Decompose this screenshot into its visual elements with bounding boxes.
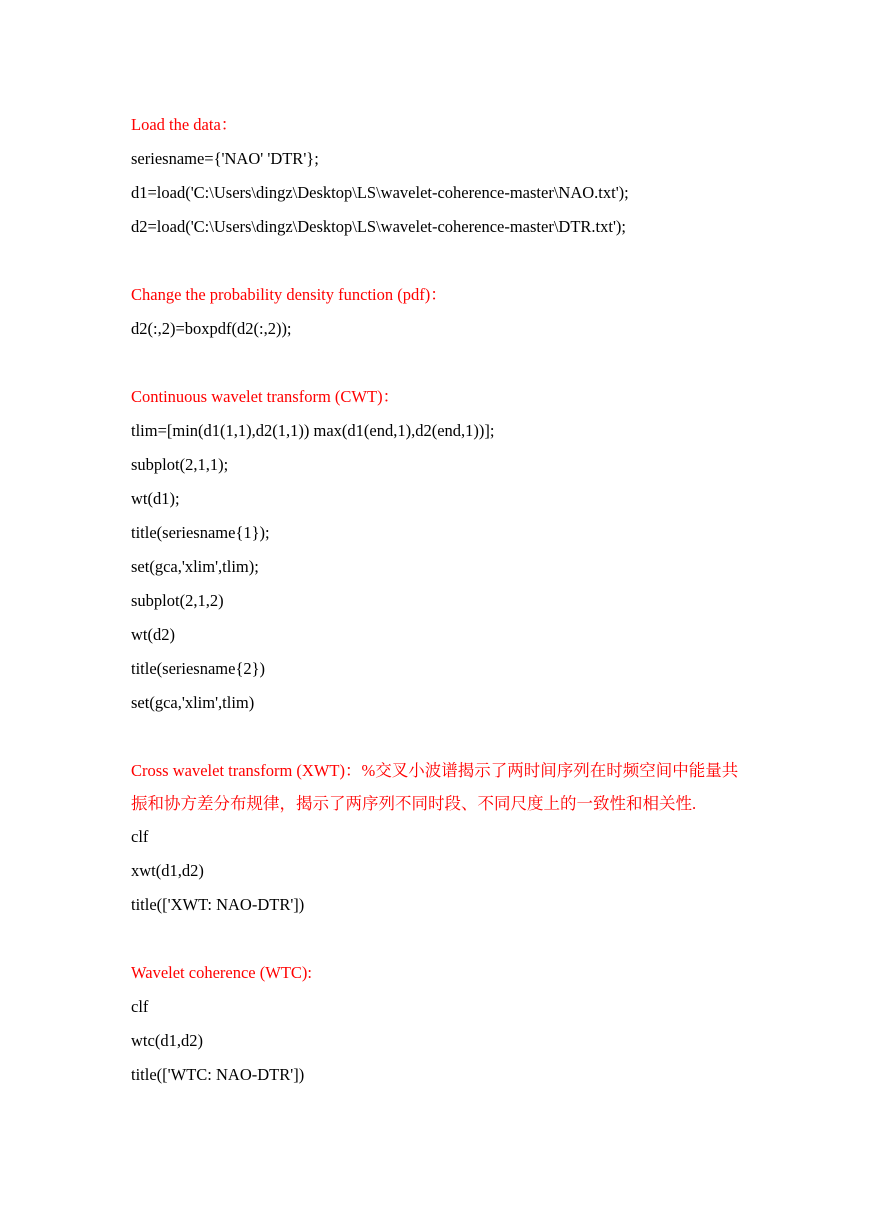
section-heading-load-data: Load the data：	[131, 115, 238, 134]
code-line: title(['WTC: NAO-DTR'])	[131, 1065, 305, 1084]
code-line: title(['XWT: NAO-DTR'])	[131, 895, 305, 914]
code-line: subplot(2,1,2)	[131, 591, 224, 610]
code-line: seriesname={'NAO' 'DTR'};	[131, 149, 319, 168]
section-heading-wtc: Wavelet coherence (WTC):	[131, 963, 312, 982]
code-line: clf	[131, 997, 149, 1016]
spacer	[131, 346, 741, 380]
section-heading-cwt: Continuous wavelet transform (CWT)：	[131, 387, 400, 406]
document-body	[131, 108, 741, 1092]
code-line: set(gca,'xlim',tlim);	[131, 557, 259, 576]
code-line: subplot(2,1,1);	[131, 455, 229, 474]
code-line: title(seriesname{1});	[131, 523, 270, 542]
spacer	[131, 922, 741, 956]
section-heading-xwt: Cross wavelet transform (XWT)：%交叉小波谱揭示了两时间序列在时频空间中能量共振和协方差分布规律，揭示了两序列不同时段、不同尺度上的一致性和相关性.	[131, 761, 739, 813]
code-line: d2(:,2)=boxpdf(d2(:,2));	[131, 319, 292, 338]
code-line: wt(d2)	[131, 625, 175, 644]
code-line: title(seriesname{2})	[131, 659, 266, 678]
spacer	[131, 244, 741, 278]
code-line: xwt(d1,d2)	[131, 861, 204, 880]
code-line: wtc(d1,d2)	[131, 1031, 203, 1050]
code-line: tlim=[min(d1(1,1),d2(1,1)) max(d1(end,1),d2(end,1))];	[131, 421, 495, 440]
spacer	[131, 720, 741, 754]
code-line: d1=load('C:\Users\dingz\Desktop\LS\wavelet-coherence-master\NAO.txt');	[131, 183, 629, 202]
code-line: d2=load('C:\Users\dingz\Desktop\LS\wavelet-coherence-master\DTR.txt');	[131, 217, 626, 236]
code-line: set(gca,'xlim',tlim)	[131, 693, 255, 712]
code-line: wt(d1);	[131, 489, 180, 508]
code-line: clf	[131, 827, 149, 846]
section-heading-pdf: Change the probability density function (pdf)：	[131, 285, 447, 304]
